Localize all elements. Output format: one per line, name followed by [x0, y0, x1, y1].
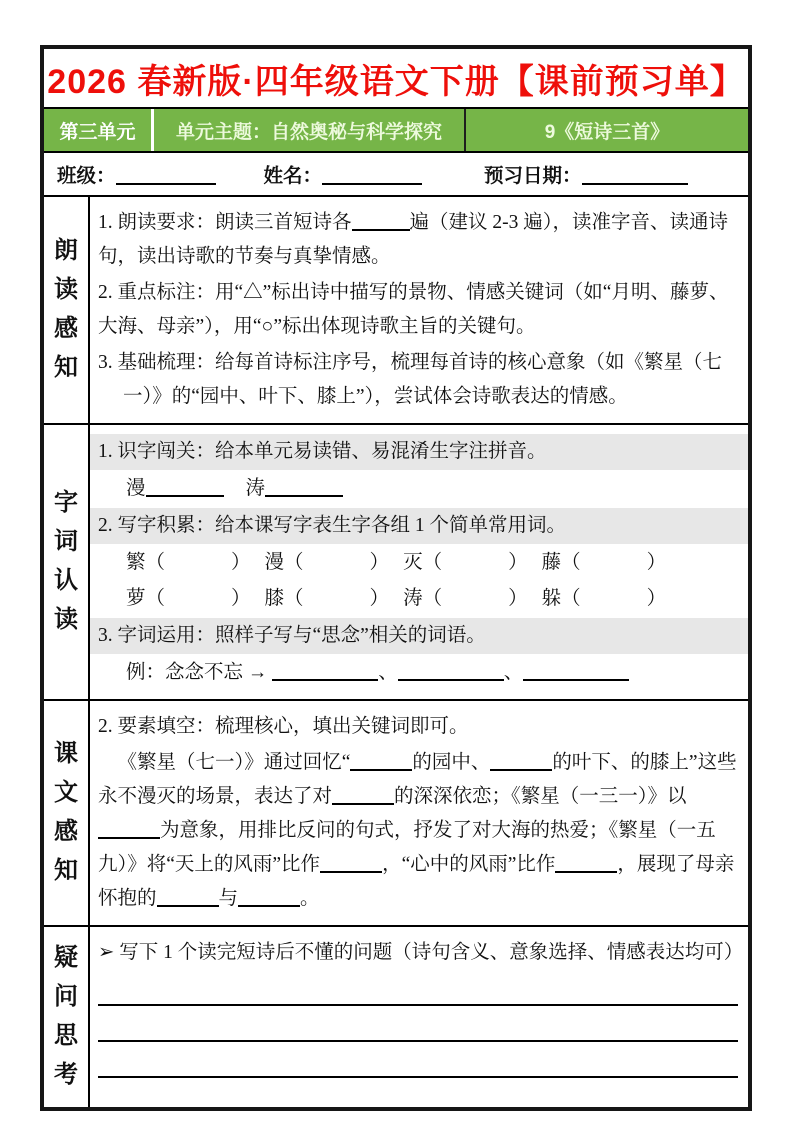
- content-line: 1. 识字闯关：给本单元易读错、易混淆生字注拼音。: [90, 434, 748, 470]
- section-content-question: [90, 927, 748, 1107]
- blank-line: [332, 783, 394, 805]
- ruled-answer-line: [98, 1076, 738, 1078]
- content-line: 2. 重点标注：用“△”标出诗中描写的景物、情感关键词（如“月明、藤萝、大海、母亲”），用“○”标出体现诗歌主旨的关键句。: [98, 282, 729, 337]
- content-line: 漫 涛: [98, 472, 738, 506]
- blank-line: [350, 749, 412, 771]
- page-title: 2026 春新版·四年级语文下册【课前预习单】: [47, 62, 745, 101]
- section-content-reading: [90, 197, 748, 423]
- blank-line: [98, 817, 160, 839]
- unit-number-cell: 第三单元: [44, 109, 154, 151]
- unit-theme-cell: 单元主题：自然奥秘与科学探究: [154, 109, 466, 151]
- blank-line: [523, 659, 629, 681]
- blank-line: [157, 885, 219, 907]
- section-label-reading: 朗读感知: [44, 197, 90, 423]
- content-line: 2. 要素填空：梳理核心，填出关键词即可。: [98, 716, 469, 737]
- blank-line: [490, 749, 552, 771]
- ruled-answer-line: [98, 1040, 738, 1042]
- content-line: 《繁星（七一）》通过回忆“ 的园中、 的叶下、的膝上”这些永不漫灭的场景，表达了对 的深深依恋；《繁星（一三一）》以为意象，用排比反问的句式，抒发了对大海的热爱；《繁星（一五九）》将“天上的风雨”比作 ，“心中的风雨”比作 ，展现了母亲怀抱的 与 。: [98, 746, 738, 916]
- ruled-answer-line: [98, 1004, 738, 1006]
- content-line: 2. 写字积累：给本课写字表生字各组 1 个简单常用词。: [90, 508, 748, 544]
- content-line: 3. 基础梳理：给每首诗标注序号，梳理每首诗的核心意象（如《繁星（七一）》的“园中、叶下、膝上”），尝试体会诗歌表达的情感。: [98, 352, 723, 407]
- blank-line: [555, 851, 617, 873]
- date-label: 预习日期：: [484, 165, 582, 187]
- blank-line: [398, 659, 504, 681]
- title-row: [44, 49, 748, 109]
- blank-line: [352, 209, 410, 231]
- class-label: 班级：: [57, 165, 116, 187]
- section-content-words: [90, 425, 748, 699]
- section-reading-perception: [44, 197, 748, 425]
- blank-line: [272, 659, 378, 681]
- worksheet-sheet: [40, 45, 752, 1111]
- lesson-title-cell: 9《短诗三首》: [544, 121, 670, 143]
- blank-line: [265, 475, 343, 497]
- blank-line: [320, 851, 382, 873]
- content-line: 3. 字词运用：照样子写与“思念”相关的词语。: [90, 618, 748, 654]
- section-label-words: 字词认读: [44, 425, 90, 699]
- name-label: 姓名：: [263, 165, 323, 187]
- content-line: ➢ 写下 1 个读完短诗后不懂的问题（诗句含义、意象选择、情感表达均可）: [98, 942, 744, 963]
- blank-line: [146, 475, 224, 497]
- student-info-row: [44, 153, 748, 197]
- section-label-question: 疑问思考: [44, 927, 90, 1107]
- blank-line: [238, 885, 300, 907]
- unit-bar: [44, 109, 748, 153]
- content-line: 繁（ ） 漫（ ） 灭（ ） 藤（ ）: [126, 552, 667, 573]
- section-word-recognition: [44, 425, 748, 701]
- date-blank-line: [582, 163, 688, 185]
- class-blank-line: [116, 163, 216, 185]
- section-question-thinking: [44, 927, 748, 1107]
- section-content-text: [90, 701, 748, 925]
- content-line: 例：念念不忘 → 、 、: [98, 656, 738, 690]
- name-blank-line: [322, 163, 422, 185]
- section-text-perception: [44, 701, 748, 927]
- content-line: 萝（ ） 膝（ ） 涛（ ） 躲（ ）: [126, 588, 667, 609]
- content-line: 1. 朗读要求：朗读三首短诗各 遍（建议 2-3 遍），读准字音、读通诗句，读出诗歌的节奏与真挚情感。: [98, 206, 738, 274]
- section-label-text: 课文感知: [44, 701, 90, 925]
